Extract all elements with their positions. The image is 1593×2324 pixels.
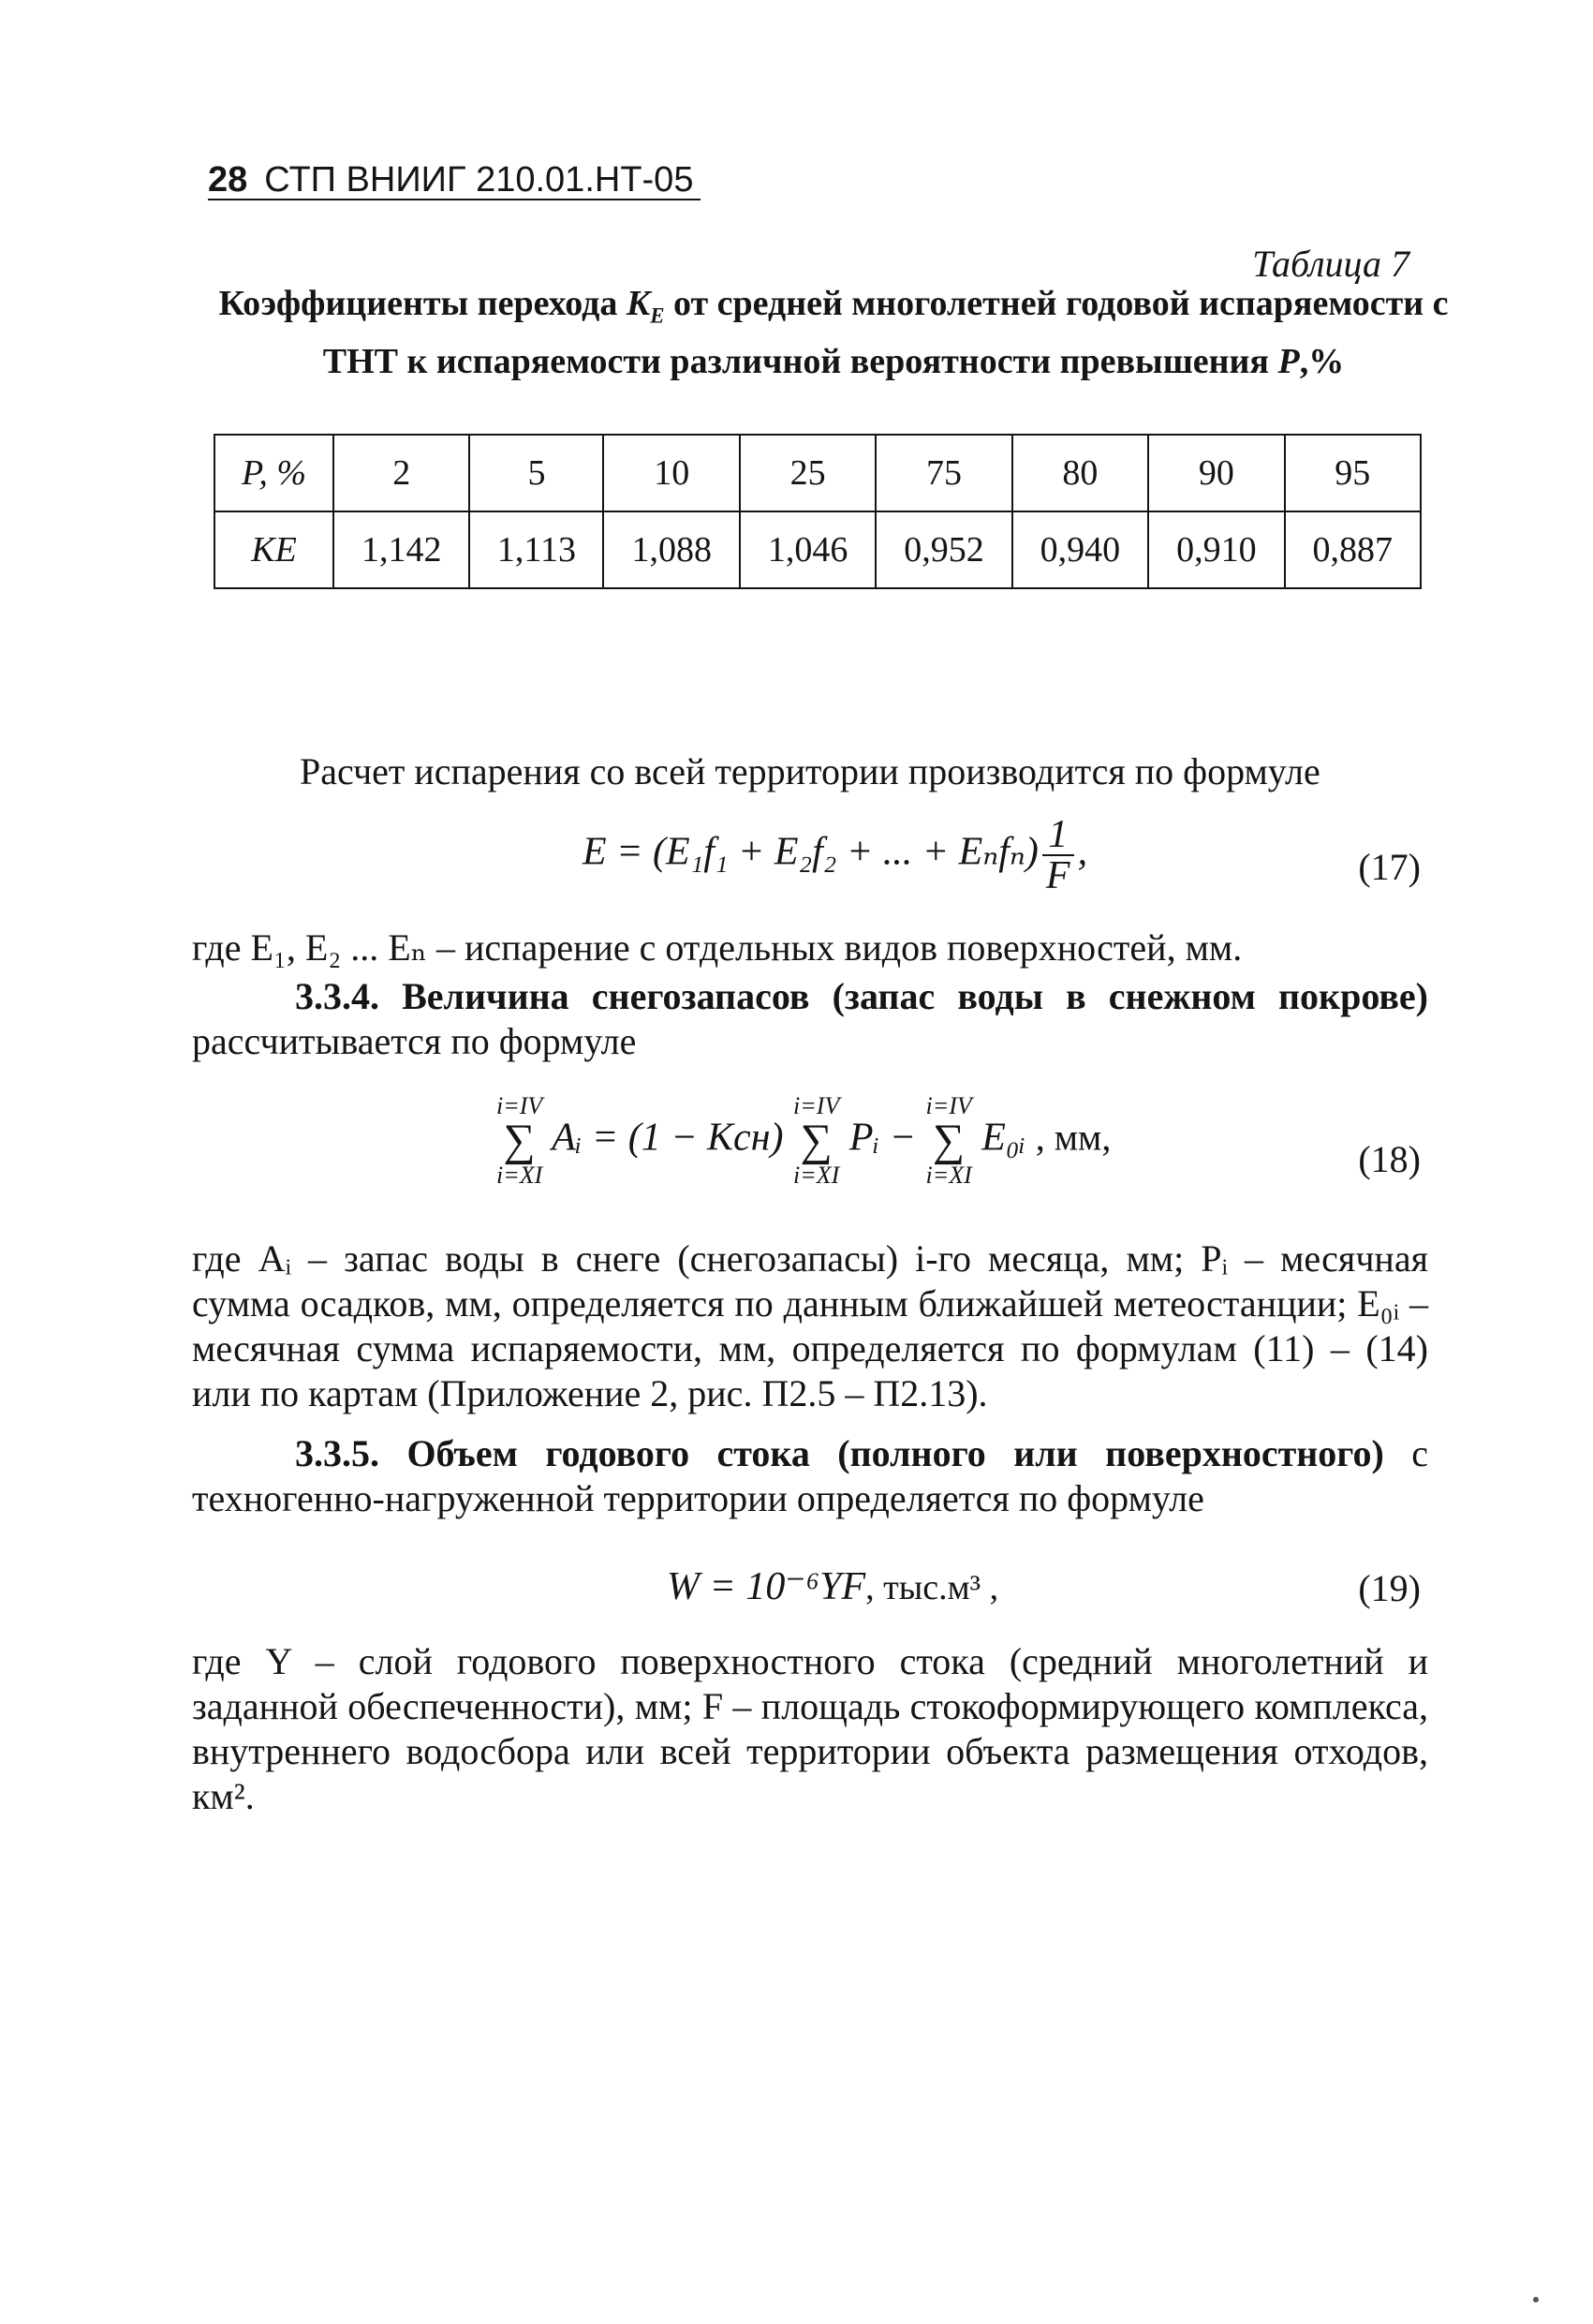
sum-e (925, 1094, 971, 1188)
equation-number-18: (18) (1358, 1138, 1421, 1180)
sigma-symbol: ∑ (800, 1116, 833, 1165)
table-cell: 75 (876, 435, 1011, 511)
equation-number-19: (19) (1358, 1567, 1421, 1609)
section-3-3-5-title: Объем годового стока (полного или поверхностного) (406, 1432, 1384, 1474)
section-3-3-5-number: 3.3.5. (295, 1432, 379, 1474)
sum-p (793, 1094, 839, 1188)
sum-lower-limit: i=XI (496, 1162, 543, 1189)
caption-after: от средней многолетней годовой испаряемости с ТНТ к испаряемости различной вероятности превышения (322, 284, 1449, 381)
formula-19 (667, 1562, 998, 1609)
row-header-p: P, % (214, 435, 333, 511)
sum-upper-limit: i=IV (496, 1092, 543, 1119)
formula-18-c: E₀ᵢ (981, 1116, 1026, 1160)
section-3-3-5-text: с техногенно-нагруженной территории определяется по формуле (192, 1432, 1428, 1519)
formula-17-fraction (1042, 815, 1074, 896)
table-label: Таблица 7 (1252, 243, 1409, 285)
formula-17-denominator: F (1045, 854, 1070, 897)
section-3-3-4-text: рассчитывается по формуле (192, 1020, 637, 1062)
sigma-symbol: ∑ (933, 1116, 966, 1165)
sum-lower-limit: i=XI (793, 1162, 840, 1189)
equation-number-17: (17) (1358, 846, 1421, 888)
table-cell: 90 (1148, 435, 1284, 511)
table-caption (215, 281, 1452, 384)
sum-lower-limit: i=XI (925, 1162, 972, 1189)
table-cell: 1,142 (333, 511, 469, 588)
coefficient-table (214, 434, 1422, 589)
page-header (208, 161, 701, 200)
formula-18-b: Pᵢ − (848, 1116, 916, 1160)
table-cell: 2 (333, 435, 469, 511)
paragraph-where-a: где Aᵢ – запас воды в снеге (снегозапасы) i-го месяца, мм; Pᵢ – месячная сумма осадков, мм, определяется по данным ближайшей метеостанции; E₀ᵢ – месячная сумма испаряемости, мм, определяется по формулам (11) – (14) или по картам (Приложение 2, рис. П2.5 – П2.13). (192, 1237, 1428, 1414)
formula-17-numerator: 1 (1042, 815, 1074, 856)
document-code: СТП ВНИИГ 210.01.НТ-05 (264, 160, 694, 200)
scan-dot (1533, 2297, 1539, 2302)
table-cell: 95 (1285, 435, 1421, 511)
table-row-p (214, 435, 1421, 511)
table-cell: 0,910 (1148, 511, 1284, 588)
section-3-3-4-title: Величина снегозапасов (запас воды в снежном покрове) (402, 975, 1428, 1017)
table-cell: 1,046 (740, 511, 876, 588)
sigma-symbol: ∑ (503, 1116, 536, 1165)
caption-p: P (1277, 341, 1300, 381)
formula-17-tail: , (1077, 830, 1088, 874)
formula-18-a: Aᵢ = (1 − Kсн) (552, 1116, 784, 1160)
caption-before: Коэффициенты перехода (218, 284, 618, 323)
caption-symbol: K (626, 284, 651, 323)
formula-18 (496, 1094, 1111, 1188)
sum-a (496, 1094, 542, 1188)
sum-upper-limit: i=IV (793, 1092, 840, 1119)
paragraph-where-y: где Y – слой годового поверхностного стока (средний многолетний и заданной обеспеченности), мм; F – площадь стокоформирующего комплекса, внутреннего водосбора или всей территории объекта размещения отходов, км². (192, 1640, 1428, 1817)
caption-symbol-sub: E (650, 303, 665, 328)
table-cell: 0,952 (876, 511, 1011, 588)
formula-17-main: E = (E₁f₁ + E₂f₂ + ... + Eₙfₙ) (583, 830, 1039, 874)
formula-19-main: W = 10⁻⁶YF (667, 1565, 866, 1608)
formula-18-unit: , мм, (1035, 1116, 1112, 1159)
table-row-ke (214, 511, 1421, 588)
section-3-3-5 (192, 1431, 1428, 1521)
formula-19-unit: , тыс.м³ , (865, 1568, 999, 1607)
formula-17 (583, 815, 1087, 896)
section-3-3-4-number: 3.3.4. (295, 975, 379, 1017)
row-header-ke: KE (214, 511, 333, 588)
paragraph-where-e: где E₁, E₂ ... Eₙ – испарение с отдельных видов поверхностей, мм. (192, 926, 1243, 969)
table-cell: 0,887 (1285, 511, 1421, 588)
table-cell: 80 (1012, 435, 1148, 511)
paragraph-evaporation-intro: Расчет испарения со всей территории производится по формуле (300, 750, 1320, 792)
sum-upper-limit: i=IV (925, 1092, 972, 1119)
table-cell: 25 (740, 435, 876, 511)
section-3-3-4 (192, 974, 1428, 1064)
table-cell: 1,088 (603, 511, 739, 588)
caption-pct: ,% (1299, 341, 1345, 381)
page-number: 28 (208, 160, 248, 200)
table-cell: 10 (603, 435, 739, 511)
table-cell: 1,113 (469, 511, 603, 588)
table-cell: 5 (469, 435, 603, 511)
table-cell: 0,940 (1012, 511, 1148, 588)
